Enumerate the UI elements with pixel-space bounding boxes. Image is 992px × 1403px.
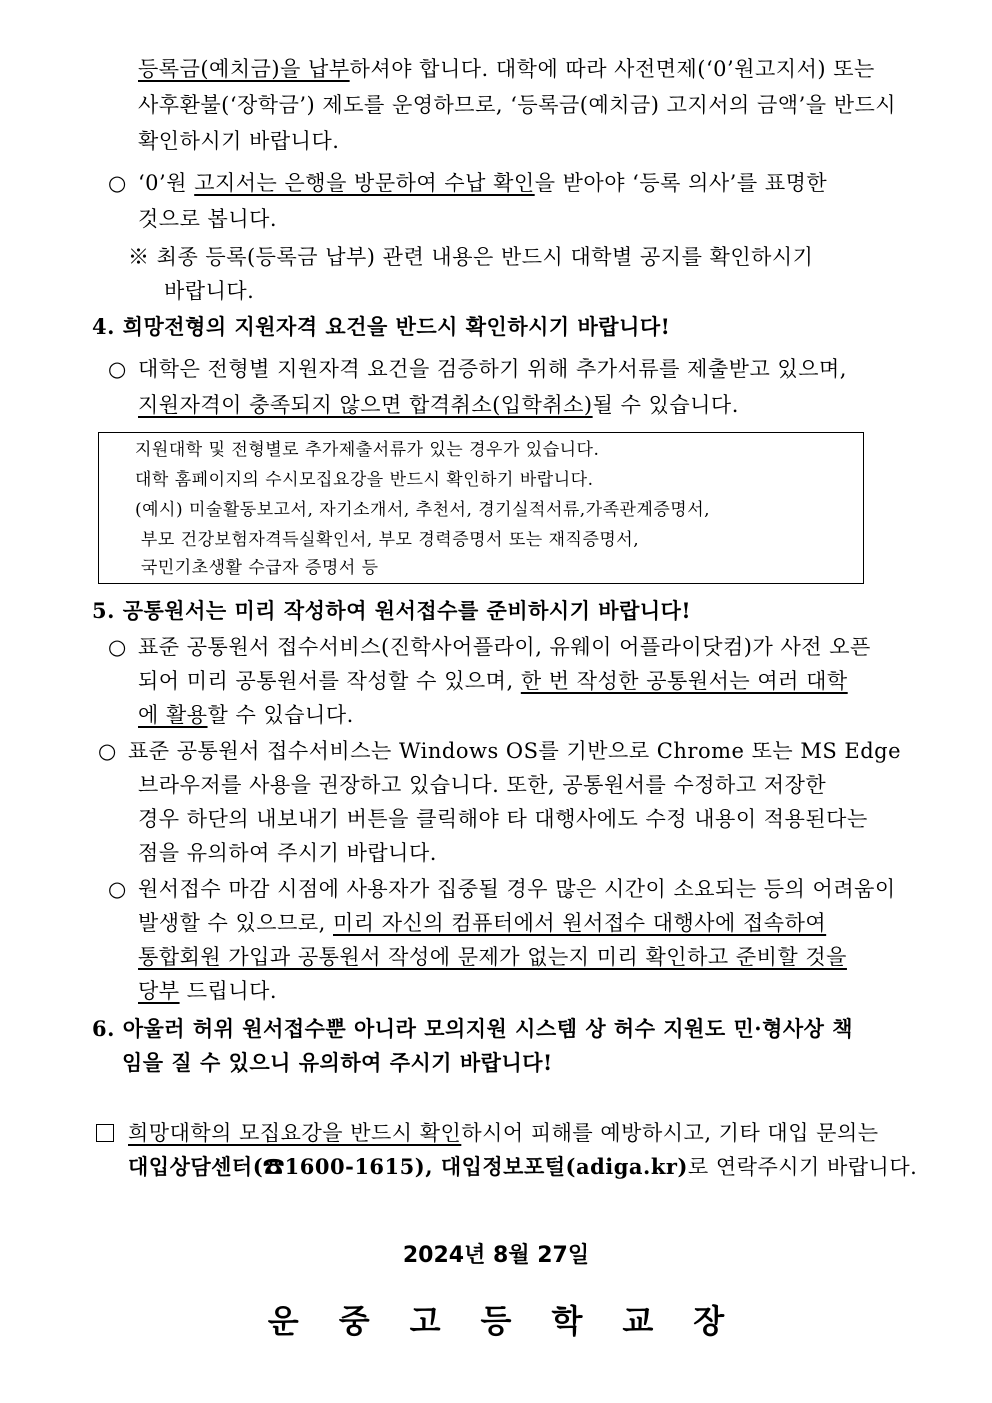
document-date: 2024년 8월 27일 (402, 1243, 590, 1268)
underlined-text: 등록금(예치금)을 납부 (138, 57, 350, 81)
item4-bullet1-line2 (138, 388, 739, 422)
text: 하셔야 합니다. 대학에 따라 사전면제(‘0’원고지서) 또는 (349, 57, 875, 81)
item5-bullet1-line2 (138, 664, 848, 698)
closing-line1 (96, 1116, 879, 1150)
bullet-marker: ○ (108, 877, 127, 901)
text: 할 수 있습니다. (207, 703, 354, 727)
text: 을 받아야 ‘등록 의사’를 표명한 (534, 171, 828, 195)
signature-school-principal: 운중고등학교장 (267, 1302, 765, 1340)
item5-bullet1-line1: 표준 공통원서 접수서비스(진학사어플라이, 유웨이 어플라이닷컴)가 사전 오픈 (138, 635, 871, 659)
item5-bullet2-line4: 점을 유의하여 주시기 바랍니다. (138, 841, 437, 865)
contact-info: 대입상담센터(☎1600-1615), 대입정보포털(adiga.kr) (128, 1154, 688, 1179)
text: 될 수 있습니다. (592, 393, 739, 417)
item6-line1: 6. 아울러 허위 원서접수뿐 아니라 모의지원 시스템 상 허수 지원도 민·형사상 책 (92, 1016, 854, 1041)
item3-bullet1-line2: 것으로 봅니다. (138, 207, 278, 231)
text: 하시어 피해를 예방하시고, 기타 대입 문의는 (461, 1121, 879, 1145)
item3-bullet1-line1 (138, 166, 827, 200)
item5-bullet2-line3: 경우 하단의 내보내기 버튼을 클릭해야 타 대행사에도 수정 내용이 적용된다는 (138, 807, 868, 831)
note-line2: 바랍니다. (164, 279, 255, 303)
item5-heading: 5. 공통원서는 미리 작성하여 원서접수를 준비하시기 바랍니다! (92, 598, 692, 623)
text: 드립니다. (179, 979, 278, 1003)
note-line1: ※ 최종 등록(등록금 납부) 관련 내용은 반드시 대학별 공지를 확인하시기 (128, 245, 814, 269)
item5-bullet3-line1: 원서접수 마감 시점에 사용자가 집중될 경우 많은 시간이 소요되는 등의 어려움이 (138, 877, 896, 901)
box-line: 지원대학 및 전형별로 추가제출서류가 있는 경우가 있습니다. (135, 440, 600, 460)
text: 되어 미리 공통원서를 작성할 수 있으며, (138, 669, 521, 693)
checkbox-square-icon (96, 1124, 114, 1142)
bullet-marker: ○ (108, 171, 127, 195)
underlined-text: 당부 (138, 979, 180, 1003)
underlined-text: 한 번 작성한 공통원서는 여러 대학 (520, 669, 848, 693)
underlined-text: 미리 자신의 컴퓨터에서 원서접수 대행사에 접속하여 (333, 911, 827, 935)
item3-line1 (138, 52, 875, 86)
underlined-text: 에 활용 (138, 703, 208, 727)
box-line: 대학 홈페이지의 수시모집요강을 반드시 확인하기 바랍니다. (135, 470, 594, 490)
closing-line2 (128, 1150, 917, 1184)
text: 로 연락주시기 바랍니다. (687, 1155, 918, 1179)
bullet-marker: ○ (98, 739, 117, 763)
item5-bullet1-line3 (138, 698, 354, 732)
item5-bullet3-line2 (138, 906, 826, 940)
underlined-text: 희망대학의 모집요강을 반드시 확인 (128, 1121, 462, 1145)
item5-bullet2-line2: 브라우저를 사용을 권장하고 있습니다. 또한, 공통원서를 수정하고 저장한 (138, 773, 827, 797)
text: 발생할 수 있으므로, (138, 911, 333, 935)
item5-bullet3-line3 (138, 940, 847, 974)
item6-line2: 임을 질 수 있으니 유의하여 주시기 바랍니다! (122, 1050, 553, 1075)
bullet-marker: ○ (108, 635, 127, 659)
underlined-text: 지원자격이 충족되지 않으면 합격취소(입학취소) (138, 393, 593, 417)
underlined-text: 통합회원 가입과 공통원서 작성에 문제가 없는지 미리 확인하고 준비할 것을 (138, 945, 847, 969)
item3-line3: 확인하시기 바랍니다. (138, 129, 340, 153)
box-line: 부모 건강보험자격득실확인서, 부모 경력증명서 또는 재직증명서, (135, 530, 640, 550)
item4-heading: 4. 희망전형의 지원자격 요건을 반드시 확인하시기 바랍니다! (92, 314, 671, 339)
documents-box (98, 432, 864, 584)
underlined-text: 고지서는 은행을 방문하여 수납 확인 (194, 171, 535, 195)
item5-bullet2-line1: 표준 공통원서 접수서비스는 Windows OS를 기반으로 Chrome 또는 MS Edge (128, 739, 902, 763)
box-line: (예시) 미술활동보고서, 자기소개서, 추천서, 경기실적서류,가족관계증명서, (135, 500, 711, 520)
item4-bullet1-line1: 대학은 전형별 지원자격 요건을 검증하기 위해 추가서류를 제출받고 있으며, (138, 357, 847, 381)
item3-line2: 사후환불(‘장학금’) 제도를 운영하므로, ‘등록금(예치금) 고지서의 금액’을 반드시 (138, 93, 897, 117)
text: ‘0’원 (138, 171, 195, 195)
bullet-marker: ○ (108, 357, 127, 381)
item5-bullet3-line4 (138, 974, 277, 1008)
box-line: 국민기초생활 수급자 증명서 등 (135, 558, 379, 578)
